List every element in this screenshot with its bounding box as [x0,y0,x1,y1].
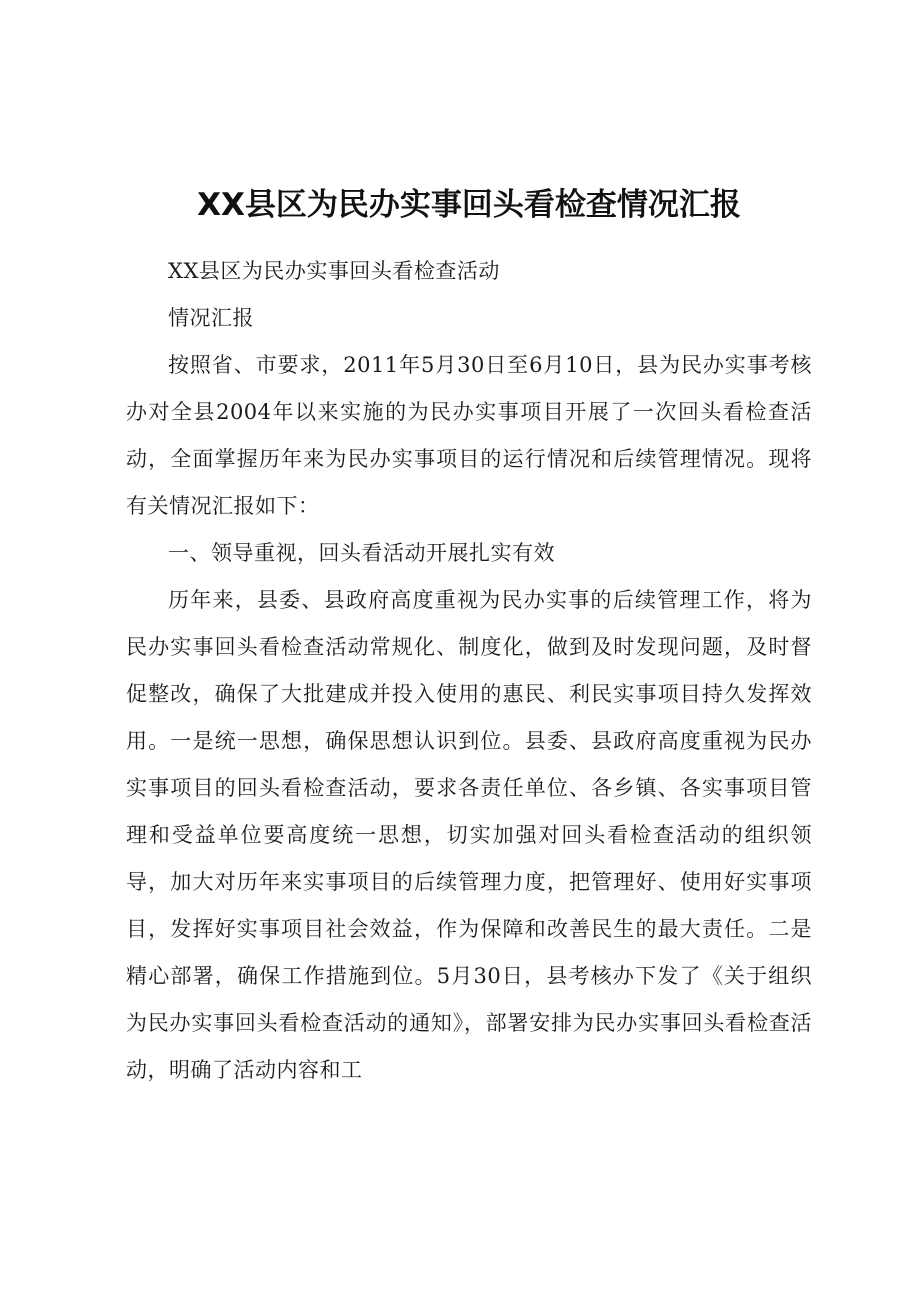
section-1-heading: 一、领导重视，回头看活动开展扎实有效 [168,541,555,565]
document-title: XX县区为民办实事回头看检查情况汇报 [197,187,741,223]
section-1-body: 历年来，县委、县政府高度重视为民办实事的后续管理工作，将为民办实事回头看检查活动常规化、制度化，做到及时发现问题，及时督促整改，确保了大批建成并投入使用的惠民、利民实事项目持久发挥效用。一是统一思想，确保思想认识到位。县委、县政府高度重视为民办实事项目的回头看检查活动，要求各责任单位、各乡镇、各实事项目管理和受益单位要高度统一思想，切实加强对回头看检查活动的组织领导，加大对历年来实事项目的后续管理力度，把管理好、使用好实事项目，发挥好实事项目社会效益，作为保障和改善民生的最大责任。二是精心部署，确保工作措施到位。5月30日，县考核办下发了《关于组织为民办实事回头看检查活动的通知》，部署安排为民办实事回头看检查活动，明确了活动内容和工 [126,588,812,1082]
intro-paragraph: 按照省、市要求，2011年5月30日至6月10日，县为民办实事考核办对全县2004年以来实施的为民办实事项目开展了一次回头看检查活动，全面掌握历年来为民办实事项目的运行情况和后续管理情况。现将有关情况汇报如下： [126,353,812,518]
subtitle-line-2: 情况汇报 [168,306,254,330]
subtitle-line-1: XX县区为民办实事回头看检查活动 [168,259,500,283]
